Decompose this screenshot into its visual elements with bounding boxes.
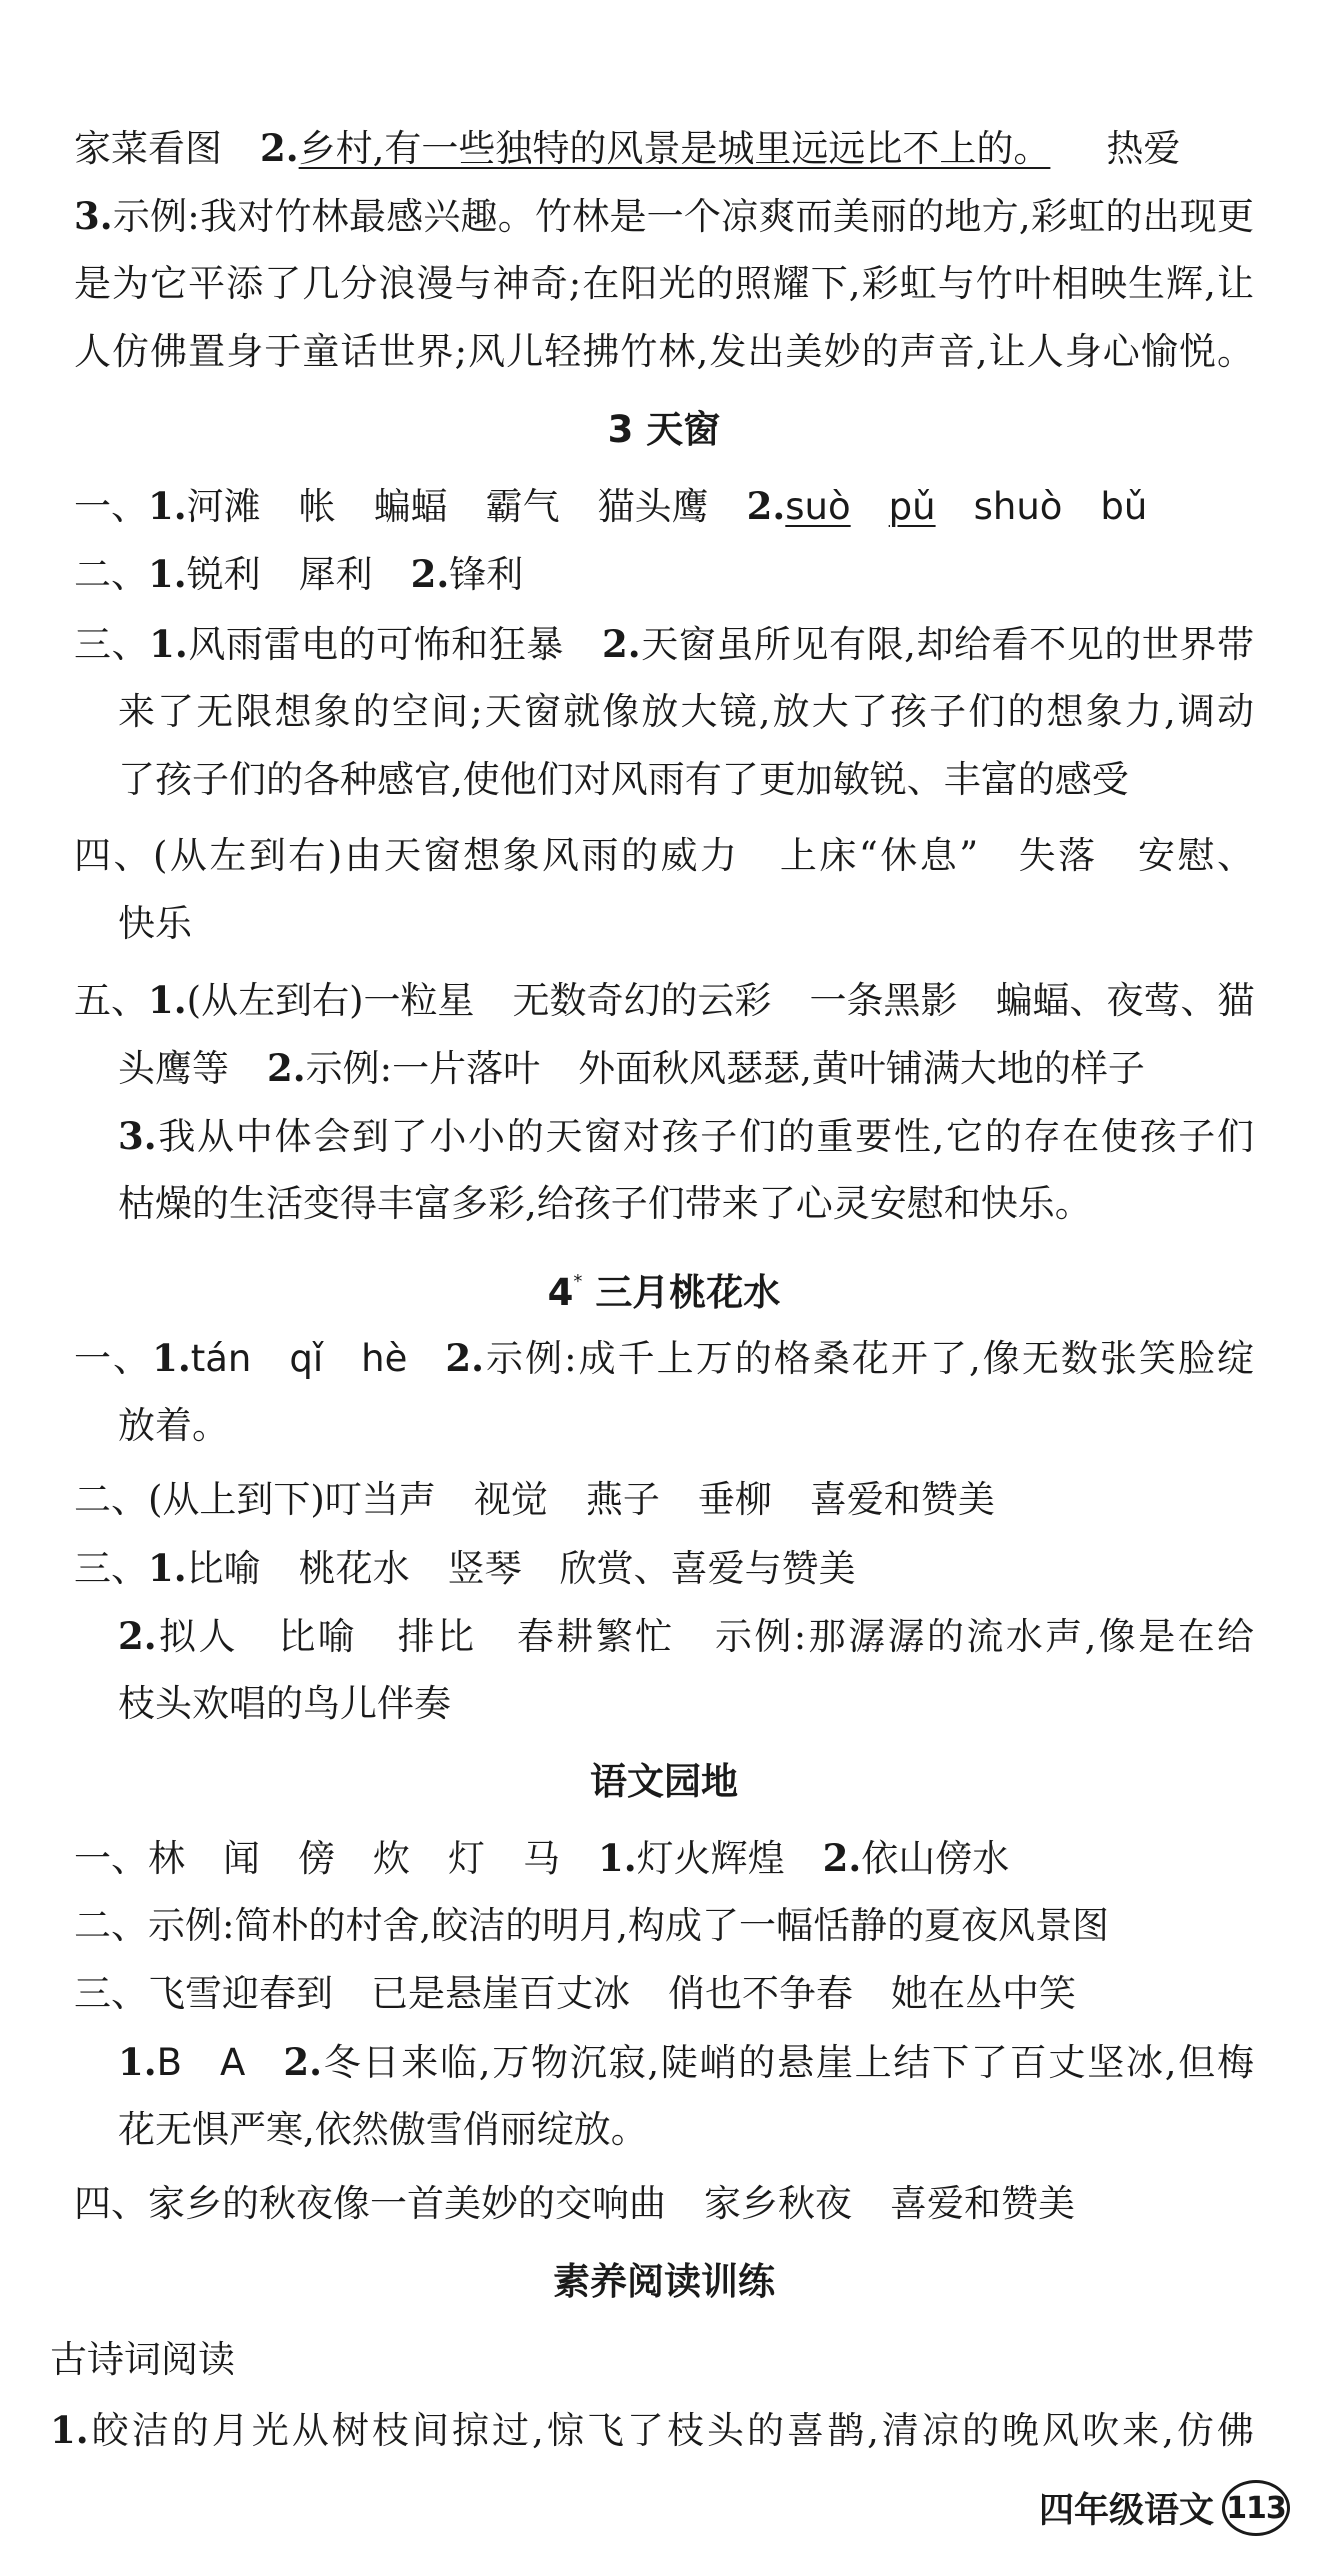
pinyin: qǐ	[289, 1337, 324, 1380]
text: 二、(从上到下)叮当声	[74, 1478, 436, 1521]
text-line	[74, 1328, 1254, 1389]
section-title: 素养阅读训练	[553, 2260, 775, 2303]
item-number: 1.	[148, 1546, 187, 1590]
text: 喜爱和赞美	[890, 2182, 1075, 2225]
text: 一、	[74, 1337, 153, 1380]
text: 四、(从左到右)由天窗想象风雨的威力	[74, 834, 740, 877]
text: 上床“休息”	[777, 834, 979, 877]
text: 示例:我对竹林最感兴趣。竹林是一个凉爽而美丽的地方,彩虹的出现更	[112, 195, 1254, 238]
text: 霸气	[485, 485, 560, 528]
text: 燕子	[585, 1478, 660, 1521]
text: 锋利	[449, 553, 524, 596]
text: 竖琴	[447, 1547, 522, 1590]
text-line	[118, 750, 1328, 810]
item-number: 2.	[410, 552, 450, 596]
item-number: 2.	[267, 1046, 306, 1090]
item-number: 1.	[148, 484, 187, 528]
text: 傍	[298, 1837, 335, 1880]
text-line	[118, 2032, 1254, 2093]
text-line	[74, 1964, 1328, 2024]
text: 一、	[74, 485, 148, 528]
text-line	[118, 1396, 1328, 1456]
section-title: 3 天窗	[607, 408, 721, 451]
text: 蝙蝠	[373, 485, 448, 528]
text: 一条黑影	[809, 979, 958, 1022]
item-number: 2.	[283, 2040, 322, 2084]
text: 冬日来临,万物沉寂,陡峭的悬崖上结下了百丈坚冰,但梅	[321, 2041, 1254, 2084]
item-number: 1.	[152, 1336, 191, 1380]
page-number-badge: 113	[1222, 2480, 1290, 2536]
item-number: 3.	[74, 194, 113, 238]
text-line	[118, 682, 1254, 742]
subheading: 古诗词阅读	[50, 2338, 235, 2381]
item-number: 1.	[598, 1836, 637, 1880]
text-line	[118, 1674, 1328, 1734]
text: 桃花水	[298, 1547, 410, 1590]
text: 帐	[298, 485, 336, 528]
item-number: 2.	[746, 484, 786, 528]
text: 五、	[74, 979, 148, 1022]
text: 林	[148, 1837, 185, 1880]
text-line	[118, 1174, 1328, 1234]
item-number: 1.	[148, 978, 187, 1022]
text-line	[74, 1538, 1328, 1599]
text: 欣赏、喜爱与赞美	[559, 1547, 856, 1590]
text: 河滩	[186, 485, 261, 528]
pinyin: tán	[190, 1337, 252, 1380]
text: 视觉	[473, 1478, 548, 1521]
text: 家乡秋夜	[704, 2182, 852, 2225]
text: 人仿佛置身于童话世界;风儿轻拂竹林,发出美妙的声音,让人身心愉悦。	[74, 330, 1254, 373]
text-line	[74, 476, 1328, 537]
text-line	[74, 826, 1254, 886]
asterisk-mark: *	[573, 1271, 583, 1292]
text: 放着。	[118, 1404, 229, 1447]
item-number: 1.	[50, 2408, 89, 2452]
text-line	[118, 1038, 1328, 1099]
item-number: 1.	[148, 552, 187, 596]
item-number: 2.	[445, 1336, 484, 1380]
item-number: 2.	[602, 622, 641, 666]
text-line	[74, 118, 1254, 179]
text: 热爱	[1106, 127, 1181, 170]
choice-answer: A	[220, 2041, 246, 2084]
pinyin: hè	[361, 1337, 408, 1380]
text: 蝙蝠、夜莺、猫	[995, 979, 1255, 1022]
item-number: 3.	[118, 1114, 157, 1158]
text: 安慰、	[1135, 834, 1255, 877]
text: 依山傍水	[861, 1837, 1010, 1880]
text: 了孩子们的各种感官,使他们对风雨有了更加敏锐、丰富的感受	[118, 758, 1129, 801]
text: (从左到右)一粒星	[186, 979, 475, 1022]
text-line	[74, 254, 1254, 314]
text-line	[118, 1606, 1254, 1667]
text: 春耕繁忙	[514, 1615, 675, 1658]
text: 闻	[223, 1837, 260, 1880]
text-line	[74, 1896, 1328, 1956]
text: 二、示例:简朴的村舍,皎洁的明月,构成了一幅恬静的夏夜风景图	[74, 1904, 1109, 1947]
text-line	[74, 186, 1254, 247]
item-number: 2.	[822, 1836, 862, 1880]
text: 犀利	[298, 553, 373, 596]
pinyin: bǔ	[1100, 485, 1148, 528]
text: 我从中体会到了小小的天窗对孩子们的重要性,它的存在使孩子们	[156, 1115, 1254, 1158]
text: 来了无限想象的空间;天窗就像放大镜,放大了孩子们的想象力,调动	[118, 690, 1254, 733]
page-footer	[1039, 2478, 1290, 2538]
text: 示例:成千上万的格桑花开了,像无数张笑脸绽	[484, 1337, 1254, 1380]
pinyin: suò	[785, 485, 851, 528]
text: 三、	[74, 623, 150, 666]
item-number: 2.	[260, 126, 299, 170]
text-line	[74, 2174, 1328, 2234]
text-line	[74, 1470, 1328, 1530]
text-line	[74, 322, 1254, 382]
text: 示例:一片落叶	[305, 1047, 541, 1090]
text: 枝头欢唱的鸟儿伴奏	[118, 1682, 451, 1725]
section-title	[0, 1252, 1328, 1323]
text: 拟人	[156, 1615, 238, 1658]
text: 垂柳	[697, 1478, 772, 1521]
pinyin: shuò	[973, 485, 1063, 528]
text-line	[74, 544, 1328, 605]
text: 比喻	[186, 1547, 261, 1590]
text-line	[118, 2100, 1328, 2160]
text: 家菜看图	[74, 127, 222, 170]
text: 她在丛中笑	[891, 1972, 1076, 2015]
text: 示例:那潺潺的流水声,像是在给	[712, 1615, 1255, 1658]
text: 二、	[74, 553, 148, 596]
text: 灯	[448, 1837, 485, 1880]
section-number: 4	[547, 1271, 574, 1314]
text: 外面秋风瑟瑟,黄叶铺满大地的样子	[578, 1047, 1145, 1090]
text: 皎洁的月光从树枝间掠过,惊飞了枝头的喜鹊,清凉的晚风吹来,仿佛	[88, 2409, 1254, 2452]
text-line	[118, 1106, 1254, 1167]
text: 无数奇幻的云彩	[512, 979, 772, 1022]
text: 失落	[1016, 834, 1098, 877]
section-title-text: 三月桃花水	[595, 1271, 781, 1314]
item-number: 2.	[118, 1614, 157, 1658]
text: 已是悬崖百丈冰	[371, 1972, 630, 2015]
text: 喜爱和赞美	[809, 1478, 995, 1521]
text: 锐利	[186, 553, 261, 596]
text: 三、飞雪迎春到	[74, 1972, 333, 2015]
text: 枯燥的生活变得丰富多彩,给孩子们带来了心灵安慰和快乐。	[118, 1182, 1092, 1225]
text: 花无惧严寒,依然傲雪俏丽绽放。	[118, 2108, 648, 2151]
text: 四、家乡的秋夜像一首美妙的交响曲	[74, 2182, 666, 2225]
text: 猫头鹰	[597, 485, 709, 528]
text-line	[50, 2400, 1254, 2461]
text: 炊	[373, 1837, 410, 1880]
text-line	[74, 970, 1254, 1031]
section-title: 语文园地	[590, 1760, 738, 1803]
text: 天窗虽所见有限,却给看不见的世界带	[640, 623, 1255, 666]
text-line	[74, 1828, 1328, 1889]
text: 俏也不争春	[668, 1972, 853, 2015]
text: 灯火辉煌	[636, 1837, 785, 1880]
text-line	[50, 2330, 1328, 2390]
pinyin: pǔ	[888, 485, 936, 528]
text-line	[74, 614, 1254, 675]
underlined-answer: 乡村,有一些独特的风景是城里远远比不上的。	[298, 127, 1051, 170]
text: 快乐	[118, 902, 192, 945]
text: 一、	[74, 1837, 148, 1880]
text: 马	[523, 1837, 560, 1880]
text: 头鹰等	[118, 1047, 229, 1090]
text: 排比	[395, 1615, 477, 1658]
item-number: 1.	[149, 622, 188, 666]
item-number: 1.	[118, 2040, 157, 2084]
text: 风雨雷电的可怖和狂暴	[187, 623, 564, 666]
text-line	[118, 894, 1328, 954]
grade-subject-label: 四年级语文	[1038, 2491, 1214, 2531]
text: 比喻	[275, 1615, 358, 1658]
choice-answer: B	[156, 2041, 183, 2084]
text: 是为它平添了几分浪漫与神奇;在阳光的照耀下,彩虹与竹叶相映生辉,让	[74, 262, 1254, 305]
text: 三、	[74, 1547, 148, 1590]
